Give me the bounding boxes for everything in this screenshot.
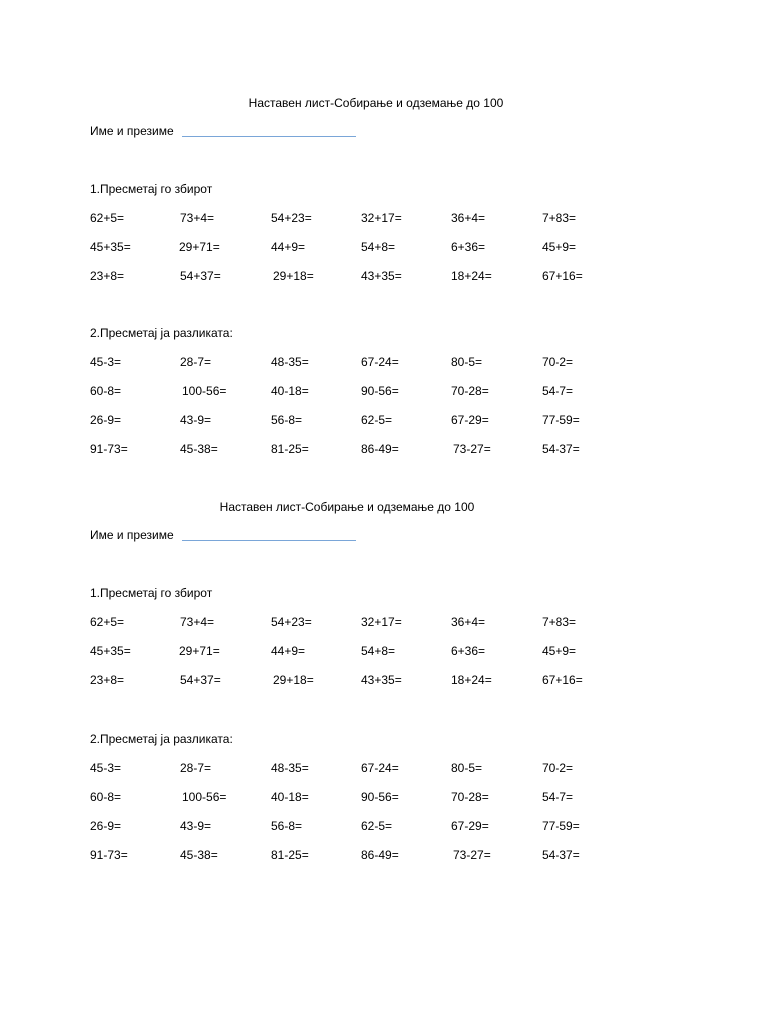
problem: 73-27= — [453, 848, 491, 862]
problem: 45-38= — [180, 442, 218, 456]
problem: 43+35= — [361, 673, 402, 687]
problem: 48-35= — [271, 355, 309, 369]
problem: 54-7= — [542, 790, 574, 804]
problem: 67-29= — [451, 819, 489, 833]
problem: 23+8= — [90, 673, 125, 687]
problem: 32+17= — [361, 615, 402, 629]
problem: 54-37= — [542, 442, 580, 456]
name-underline[interactable] — [182, 136, 356, 137]
problem: 54+37= — [180, 673, 221, 687]
problem: 54+23= — [271, 211, 312, 225]
problem: 62-5= — [361, 819, 393, 833]
problem: 70-28= — [451, 384, 489, 398]
problem: 43-9= — [180, 819, 212, 833]
problem: 45-3= — [90, 355, 122, 369]
problem: 73+4= — [180, 211, 215, 225]
problem: 29+71= — [179, 644, 220, 658]
problem: 18+24= — [451, 673, 492, 687]
problem: 67-29= — [451, 413, 489, 427]
problem: 70-2= — [542, 355, 574, 369]
subtraction-heading: 2.Пресметај ја разликата: — [90, 326, 233, 340]
problem: 100-56= — [182, 384, 227, 398]
problem: 81-25= — [271, 848, 309, 862]
problem: 56-8= — [271, 413, 303, 427]
addition-heading: 1.Пресметај го збирот — [90, 182, 213, 196]
problem: 67-24= — [361, 355, 399, 369]
problem: 90-56= — [361, 384, 399, 398]
problem: 91-73= — [90, 442, 128, 456]
problem: 32+17= — [361, 211, 402, 225]
worksheet-title: Наставен лист-Собирање и одземање до 100 — [219, 500, 475, 514]
problem: 36+4= — [451, 615, 486, 629]
problem: 45-3= — [90, 761, 122, 775]
problem: 77-59= — [542, 819, 580, 833]
subtraction-heading: 2.Пресметај ја разликата: — [90, 732, 233, 746]
problem: 48-35= — [271, 761, 309, 775]
problem: 26-9= — [90, 413, 122, 427]
problem: 62+5= — [90, 615, 125, 629]
problem: 67-24= — [361, 761, 399, 775]
problem: 45+35= — [90, 240, 131, 254]
problem: 44+9= — [271, 644, 306, 658]
problem: 26-9= — [90, 819, 122, 833]
problem: 54+37= — [180, 269, 221, 283]
problem: 44+9= — [271, 240, 306, 254]
problem: 81-25= — [271, 442, 309, 456]
problem: 67+16= — [542, 673, 583, 687]
problem: 43+35= — [361, 269, 402, 283]
problem: 73-27= — [453, 442, 491, 456]
problem: 45+35= — [90, 644, 131, 658]
problem: 54+8= — [361, 240, 396, 254]
problem: 60-8= — [90, 384, 122, 398]
problem: 54-7= — [542, 384, 574, 398]
problem: 6+36= — [451, 644, 486, 658]
problem: 43-9= — [180, 413, 212, 427]
problem: 45-38= — [180, 848, 218, 862]
problem: 90-56= — [361, 790, 399, 804]
problem: 54+23= — [271, 615, 312, 629]
problem: 60-8= — [90, 790, 122, 804]
addition-heading: 1.Пресметај го збирот — [90, 586, 213, 600]
problem: 36+4= — [451, 211, 486, 225]
worksheet-title: Наставен лист-Собирање и одземање до 100 — [248, 96, 504, 110]
problem: 54-37= — [542, 848, 580, 862]
problem: 29+71= — [179, 240, 220, 254]
name-label: Име и презиме — [90, 124, 174, 138]
name-label: Име и презиме — [90, 528, 174, 542]
problem: 6+36= — [451, 240, 486, 254]
problem: 62+5= — [90, 211, 125, 225]
problem: 80-5= — [451, 355, 483, 369]
name-row — [90, 528, 356, 542]
problem: 100-56= — [182, 790, 227, 804]
problem: 80-5= — [451, 761, 483, 775]
problem: 77-59= — [542, 413, 580, 427]
problem: 29+18= — [273, 269, 314, 283]
problem: 28-7= — [180, 761, 212, 775]
problem: 86-49= — [361, 848, 399, 862]
problem: 7+83= — [542, 211, 577, 225]
problem: 73+4= — [180, 615, 215, 629]
problem: 23+8= — [90, 269, 125, 283]
problem: 67+16= — [542, 269, 583, 283]
problem: 56-8= — [271, 819, 303, 833]
name-underline[interactable] — [182, 540, 356, 541]
problem: 7+83= — [542, 615, 577, 629]
problem: 62-5= — [361, 413, 393, 427]
problem: 86-49= — [361, 442, 399, 456]
problem: 40-18= — [271, 790, 309, 804]
problem: 91-73= — [90, 848, 128, 862]
problem: 28-7= — [180, 355, 212, 369]
problem: 18+24= — [451, 269, 492, 283]
problem: 45+9= — [542, 644, 577, 658]
problem: 70-28= — [451, 790, 489, 804]
problem: 70-2= — [542, 761, 574, 775]
problem: 29+18= — [273, 673, 314, 687]
name-row — [90, 124, 356, 138]
problem: 40-18= — [271, 384, 309, 398]
problem: 45+9= — [542, 240, 577, 254]
problem: 54+8= — [361, 644, 396, 658]
